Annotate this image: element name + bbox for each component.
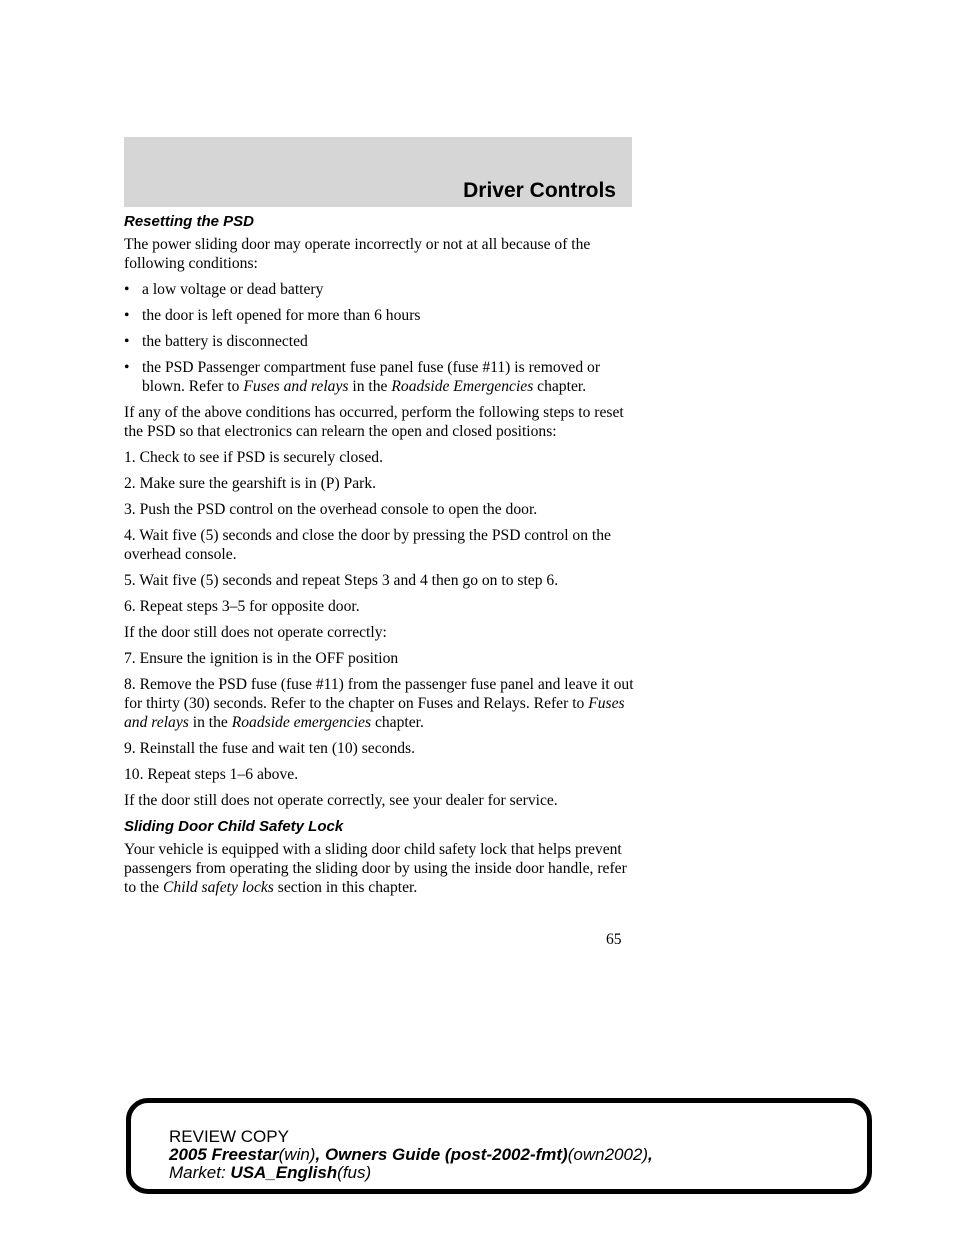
intro-paragraph: The power sliding door may operate incorrectly or not at all because of the following conditions: bbox=[124, 236, 591, 272]
dealer-paragraph: If the door still does not operate correctly, see your dealer for service. bbox=[124, 792, 558, 809]
step-item: 1. Check to see if PSD is securely closed. bbox=[124, 449, 383, 466]
bullet-text: the door is left opened for more than 6 hours bbox=[142, 307, 421, 324]
bullet-icon: • bbox=[124, 281, 130, 298]
publication-line: 2005 Freestar(win), Owners Guide (post-2002-fmt)(own2002), bbox=[169, 1145, 653, 1164]
bullet-text: the battery is disconnected bbox=[142, 333, 308, 350]
review-copy-box bbox=[126, 1098, 872, 1194]
step-item: 5. Wait five (5) seconds and repeat Steps 3 and 4 then go on to step 6. bbox=[124, 572, 559, 589]
review-copy-text bbox=[169, 1128, 653, 1182]
cross-reference: Fuses and relays bbox=[243, 378, 349, 395]
cross-reference: Fuses and relays bbox=[124, 695, 625, 731]
list-item bbox=[124, 306, 634, 325]
step-item: 10. Repeat steps 1–6 above. bbox=[124, 766, 299, 783]
step-item: 6. Repeat steps 3–5 for opposite door. bbox=[124, 598, 360, 615]
cross-reference: Roadside Emergencies bbox=[391, 378, 534, 395]
bullet-icon: • bbox=[124, 307, 130, 324]
step-item: 2. Make sure the gearshift is in (P) Park. bbox=[124, 475, 377, 492]
section-title: Driver Controls bbox=[463, 179, 616, 202]
cross-reference: Child safety locks bbox=[163, 879, 274, 896]
step-item: 3. Push the PSD control on the overhead console to open the door. bbox=[124, 501, 538, 518]
heading-child-safety-lock: Sliding Door Child Safety Lock bbox=[124, 818, 344, 835]
list-item bbox=[124, 280, 634, 299]
step-item: 9. Reinstall the fuse and wait ten (10) seconds. bbox=[124, 740, 416, 757]
step-item: 4. Wait five (5) seconds and close the door by pressing the PSD control on the overhead console. bbox=[124, 527, 611, 563]
section-header-band bbox=[124, 137, 632, 207]
bullet-text: the PSD Passenger compartment fuse panel fuse (fuse #11) is removed or blown. Refer to Fuses and relays in the Roadside Emergencies chapter. bbox=[142, 359, 601, 395]
reset-paragraph: If any of the above conditions has occurred, perform the following steps to reset the PSD so that electronics can relearn the open and closed positions: bbox=[124, 404, 624, 440]
step-item: 7. Ensure the ignition is in the OFF position bbox=[124, 650, 399, 667]
bullet-text: a low voltage or dead battery bbox=[142, 281, 324, 298]
page-number: 65 bbox=[606, 931, 622, 948]
heading-resetting-psd: Resetting the PSD bbox=[124, 213, 255, 230]
step-item: 8. Remove the PSD fuse (fuse #11) from the passenger fuse panel and leave it out for thirty (30) seconds. Refer to the chapter on Fuses and Relays. Refer to Fuses and relays in the Roadside emergencies chapter. bbox=[124, 676, 634, 731]
bullet-icon: • bbox=[124, 359, 130, 376]
page-content bbox=[124, 212, 634, 904]
market-line: Market: USA_English(fus) bbox=[169, 1163, 372, 1182]
bullet-icon: • bbox=[124, 333, 130, 350]
still-not-paragraph: If the door still does not operate correctly: bbox=[124, 624, 387, 641]
cross-reference: Roadside emergencies bbox=[231, 714, 372, 731]
child-lock-paragraph: Your vehicle is equipped with a sliding door child safety lock that helps prevent passengers from operating the sliding door by using the inside door handle, refer to the Child safety locks section in this chapter. bbox=[124, 841, 627, 896]
list-item bbox=[124, 332, 634, 351]
list-item bbox=[124, 358, 634, 396]
review-label: REVIEW COPY bbox=[169, 1127, 289, 1146]
